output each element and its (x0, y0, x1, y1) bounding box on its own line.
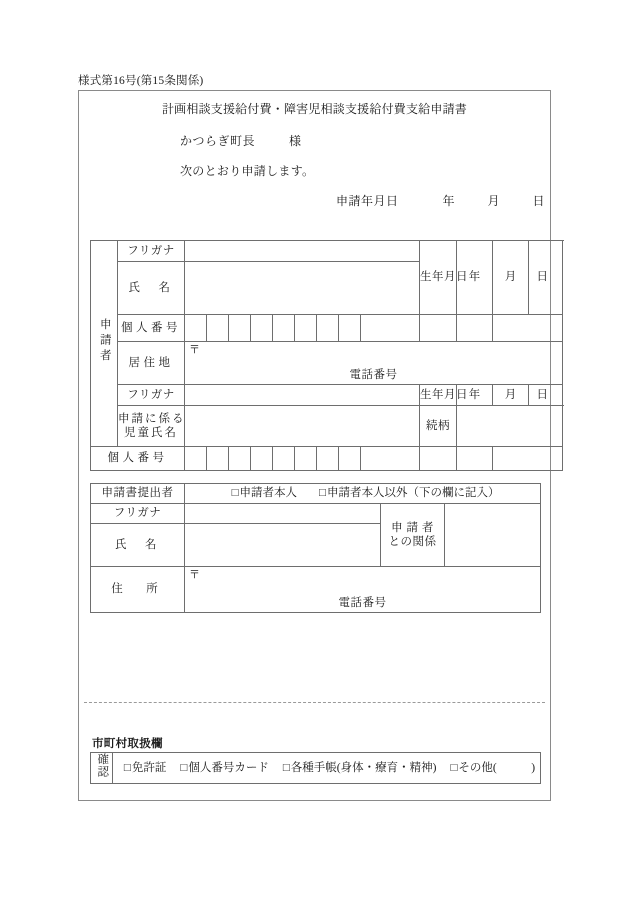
applicant-mynumber-digit-9[interactable] (361, 315, 420, 342)
submitter-furigana-label: フリガナ (91, 504, 185, 524)
applicant-mynumber-digit-6[interactable] (295, 315, 317, 342)
child-name-input[interactable] (185, 406, 420, 447)
submitter-header-label: 申請書提出者 (91, 484, 185, 504)
submitter-options-cell (185, 484, 541, 504)
child-birth-label: 生年月日 (420, 385, 457, 406)
child-name-row (91, 406, 563, 447)
applicant-mynumber-label: 個人番号 (118, 315, 185, 342)
submitter-address-input[interactable] (185, 567, 541, 613)
municipal-confirm-label-text: 確認 (96, 753, 109, 779)
child-mynumber-digit-9[interactable] (361, 447, 420, 471)
child-mynumber-digit-3[interactable] (229, 447, 251, 471)
submitter-address-row (91, 567, 541, 613)
submitter-table (90, 483, 541, 613)
submitter-relation-label-line1: 申 請 者 (391, 521, 434, 534)
form-number: 様式第16号(第15条関係) (78, 75, 204, 87)
applicant-birth-day-unit: 日 (536, 271, 549, 284)
child-birth-day-input[interactable] (529, 385, 563, 406)
child-mynumber-digit-4[interactable] (251, 447, 273, 471)
child-name-label (118, 406, 185, 447)
child-relation-input[interactable] (457, 406, 563, 447)
municipal-license-checkbox[interactable]: □ (123, 761, 131, 774)
submitter-other-label: 申請者本人以外（下の欄に記入） (326, 487, 500, 500)
municipal-mynumber-card-checkbox[interactable]: □ (180, 761, 188, 774)
submitter-furigana-input[interactable] (185, 504, 381, 524)
child-birth-month-input[interactable] (493, 385, 529, 406)
municipal-other-checkbox[interactable]: □ (450, 761, 458, 774)
municipal-mynumber-card-label: 個人番号カード (188, 761, 269, 774)
municipal-license-label: 免許証 (131, 761, 167, 774)
addressee-line (180, 132, 302, 149)
applicant-furigana-label: フリガナ (118, 241, 185, 262)
applicant-mynumber-digit-11[interactable] (457, 315, 493, 342)
child-mynumber-digit-11[interactable] (457, 447, 493, 471)
submitter-header-row (91, 484, 541, 504)
application-date-line (336, 192, 545, 209)
postal-mark-icon: 〒 (189, 344, 200, 356)
municipal-checkbox-cell (113, 753, 541, 784)
submitter-self-label: 申請者本人 (239, 487, 298, 500)
applicant-name-input[interactable] (185, 262, 420, 315)
applicant-tel-label: 電話番号 (349, 368, 398, 381)
submitter-self-checkbox[interactable]: □ (231, 487, 239, 500)
submitter-furigana-row (91, 504, 541, 524)
applicant-mynumber-digit-10[interactable] (420, 315, 457, 342)
municipal-confirm-label (91, 753, 113, 784)
applicant-name-label: 氏 名 (118, 262, 185, 315)
applicant-section-label-text: 申請者 (98, 318, 111, 365)
municipal-handbook-label: 各種手帳(身体・療育・精神) (290, 761, 437, 774)
applicant-birth-day-input[interactable] (529, 241, 563, 315)
child-mynumber-digit-12[interactable] (493, 447, 563, 471)
applicant-mynumber-digit-7[interactable] (317, 315, 339, 342)
child-mynumber-label: 個人番号 (91, 447, 185, 471)
cut-line-divider (84, 702, 545, 703)
applicant-section-label (91, 241, 118, 447)
addressee-honorific: 様 (289, 134, 302, 148)
applicant-birth-label: 生年月日 (420, 241, 457, 315)
application-date-year: 年 (442, 194, 455, 208)
applicant-mynumber-digit-8[interactable] (339, 315, 361, 342)
intro-statement: 次のとおり申請します。 (180, 164, 315, 178)
child-mynumber-row (91, 447, 563, 471)
applicant-birth-year-unit: 年 (468, 271, 481, 284)
child-furigana-input[interactable] (185, 385, 420, 406)
child-birth-month-unit: 月 (504, 388, 517, 401)
child-mynumber-digit-7[interactable] (317, 447, 339, 471)
applicant-residence-label: 居住地 (118, 342, 185, 385)
submitter-name-label: 氏 名 (91, 524, 185, 567)
document-title: 計画相談支援給付費・障害児相談支援給付費支給申請書 (161, 102, 467, 116)
child-mynumber-digit-8[interactable] (339, 447, 361, 471)
child-mynumber-digit-6[interactable] (295, 447, 317, 471)
applicant-mynumber-digit-2[interactable] (207, 315, 229, 342)
applicant-residence-input[interactable] (185, 342, 563, 385)
municipal-table (90, 752, 541, 784)
application-date-month: 月 (487, 194, 500, 208)
child-mynumber-digit-10[interactable] (420, 447, 457, 471)
child-furigana-label: フリガナ (118, 385, 185, 406)
child-birth-day-unit: 日 (536, 388, 549, 401)
child-mynumber-digit-1[interactable] (185, 447, 207, 471)
municipal-other-label: その他( ) (458, 761, 536, 774)
applicant-mynumber-digit-3[interactable] (229, 315, 251, 342)
applicant-furigana-row (91, 241, 563, 262)
applicant-residence-row (91, 342, 563, 385)
child-relation-label: 続柄 (420, 406, 457, 447)
application-date-day: 日 (532, 194, 545, 208)
submitter-tel-label: 電話番号 (338, 596, 387, 609)
child-birth-year-unit: 年 (468, 388, 481, 401)
child-name-label-line1: 申請に係る (118, 412, 186, 425)
applicant-child-table (90, 240, 563, 471)
applicant-mynumber-digit-5[interactable] (273, 315, 295, 342)
submitter-address-label: 住 所 (91, 567, 185, 613)
child-mynumber-digit-5[interactable] (273, 447, 295, 471)
addressee-name: かつらぎ町長 (180, 134, 256, 148)
submitter-relation-input[interactable] (445, 504, 541, 567)
municipal-handbook-checkbox[interactable]: □ (282, 761, 290, 774)
applicant-mynumber-digit-1[interactable] (185, 315, 207, 342)
application-date-label: 申請年月日 (336, 194, 399, 208)
applicant-mynumber-row (91, 315, 563, 342)
submitter-other-checkbox[interactable]: □ (319, 487, 326, 500)
child-mynumber-digit-2[interactable] (207, 447, 229, 471)
submitter-relation-label-line2: との関係 (388, 536, 437, 548)
applicant-mynumber-digit-4[interactable] (251, 315, 273, 342)
child-name-label-line2: 児童氏名 (124, 427, 178, 439)
municipal-confirm-row (91, 753, 541, 784)
applicant-birth-month-unit: 月 (504, 271, 517, 284)
municipal-section-title: 市町村取扱欄 (92, 738, 163, 750)
child-furigana-row (91, 385, 563, 406)
postal-mark-icon: 〒 (189, 569, 200, 581)
submitter-relation-label (381, 504, 445, 567)
applicant-mynumber-digit-12[interactable] (493, 315, 563, 342)
applicant-birth-month-input[interactable] (493, 241, 529, 315)
applicant-furigana-input[interactable] (185, 241, 420, 262)
submitter-name-input[interactable] (185, 524, 381, 567)
